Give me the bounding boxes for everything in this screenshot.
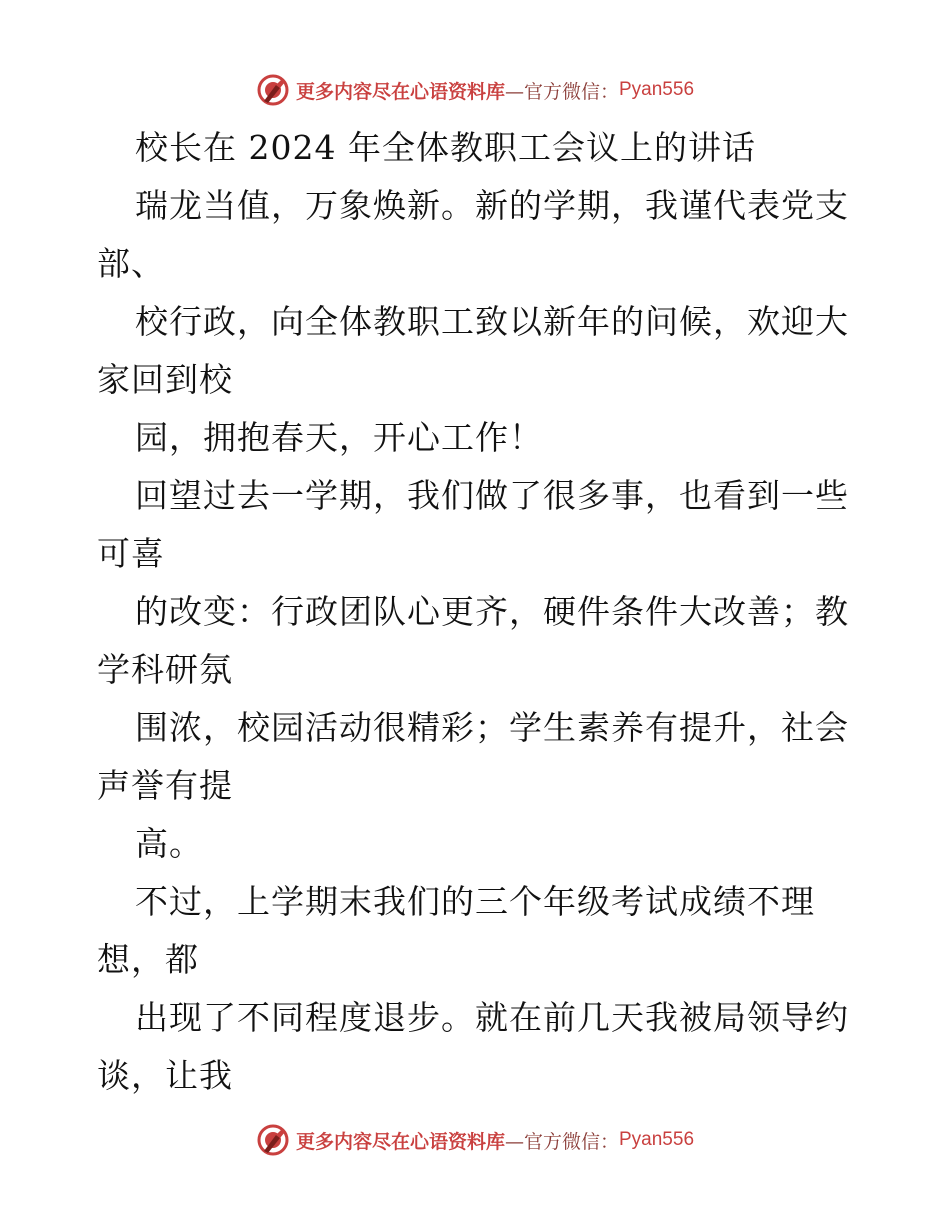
watermark-dash-text: —官方微信： (504, 1130, 619, 1153)
paragraph-line: 不过，上学期末我们的三个年级考试成绩不理 (135, 882, 815, 921)
paragraph-line: 谈，让我 (97, 1056, 233, 1095)
footer-watermark (0, 1120, 950, 1160)
paragraph-line: 园，拥抱春天，开心工作！ (135, 418, 543, 457)
paragraph-line: 回望过去一学期，我们做了很多事，也看到一些 (135, 476, 849, 515)
paragraph-line: 学科研氛 (97, 650, 233, 689)
watermark-wechat-id: Pyan556 (619, 1129, 695, 1150)
header-watermark (0, 70, 950, 110)
document-title: 校长在 2024 年全体教职工会议上的讲话 (135, 128, 756, 167)
paragraph-line: 瑞龙当值，万象焕新。新的学期，我谨代表党支 (135, 186, 849, 225)
paragraph-line: 部、 (97, 244, 165, 283)
watermark-wechat-id: Pyan556 (619, 79, 695, 100)
paragraph-line: 围浓，校园活动很精彩；学生素养有提升，社会 (135, 708, 849, 747)
watermark-text: 更多内容尽在心语资料库 (295, 80, 505, 103)
paragraph-line: 声誉有提 (97, 766, 233, 805)
paragraph-line: 可喜 (97, 534, 165, 573)
watermark-dash-text: —官方微信： (504, 80, 619, 103)
paragraph-line: 想，都 (97, 940, 199, 979)
paragraph-line: 校行政，向全体教职工致以新年的问候，欢迎大 (135, 302, 849, 341)
paragraph-line: 的改变：行政团队心更齐，硬件条件大改善；教 (135, 592, 849, 631)
paragraph-line: 出现了不同程度退步。就在前几天我被局领导约 (135, 998, 849, 1037)
paragraph-line: 家回到校 (97, 360, 233, 399)
pen-logo-icon (256, 1123, 290, 1157)
watermark-text: 更多内容尽在心语资料库 (295, 1130, 505, 1153)
pen-logo-icon (256, 73, 290, 107)
paragraph-line: 高。 (135, 824, 203, 863)
